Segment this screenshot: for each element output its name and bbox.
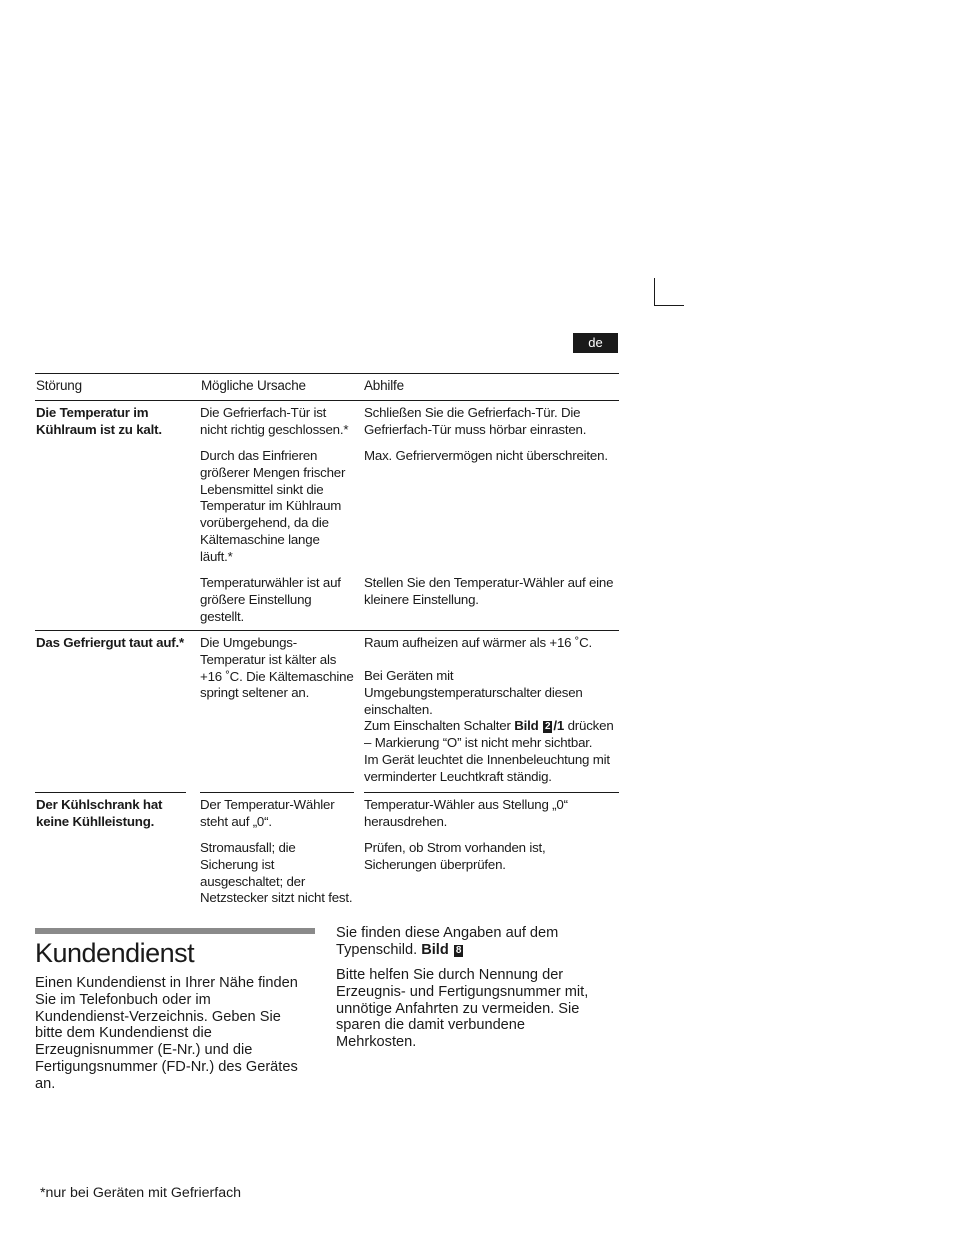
remedy-3-1: Temperatur-Wähler aus Stellung „0“ herausdrehen. [364, 797, 568, 829]
group-1-rule [35, 630, 619, 631]
problem-gefriergut-taut-auf: Das Gefriergut taut auf.* [36, 635, 184, 650]
figure-ref-badge-8: 8 [455, 944, 462, 956]
footnote: *nur bei Geräten mit Gefrierfach [40, 1185, 242, 1201]
remedy-1-1: Schließen Sie die Gefrierfach-Tür. Die Gefrierfach-Tür muss hörbar einrasten. [364, 405, 587, 437]
cause-1-3: Temperaturwähler ist auf größere Einstellung gestellt. [200, 575, 341, 624]
header-rule [35, 400, 619, 401]
cause-2-1: Die Umgebungs- Temperatur ist kälter als +16 ˚C. Die Kältemaschine springt seltener an. [200, 635, 354, 701]
remedy-3-2: Prüfen, ob Strom vorhanden ist, Sicherungen überprüfen. [364, 840, 546, 872]
cause-3-2: Stromausfall; die Sicherung ist ausgeschaltet; der Netzstecker sitzt nicht fest. [200, 840, 353, 906]
header-abhilfe: Abhilfe [364, 378, 404, 393]
kundendienst-left-text: Einen Kundendienst in Ihrer Nähe finden Sie im Telefonbuch oder im Kundendienst-Verzeichnis. Geben Sie bitte dem Kundendienst die Erzeugnisnummer (E-Nr.) und die Fertigungsnummer (FD-Nr.) des Gerätes an. [35, 975, 298, 1092]
header-ursache: Mögliche Ursache [201, 378, 306, 393]
remedy-2-2-ref-word: Bild [514, 718, 539, 734]
remedy-2-2-text-b: drücken – Markierung “O” ist nicht mehr sichtbar. Im Gerät leuchtet die Innenbeleuchtung mit verminderter Leuchtkraft ständig. [364, 718, 614, 784]
remedy-2-2-text-a: Bei Geräten mit Umgebungstemperaturschalter diesen einschalten. Zum Einschalten Schalter [364, 668, 583, 734]
section-title-kundendienst: Kundendienst [35, 938, 195, 968]
remedy-2-2-ref-suffix: /1 [553, 718, 565, 734]
remedy-1-2: Max. Gefriervermögen nicht überschreiten. [364, 448, 608, 463]
language-tag: de [573, 333, 618, 353]
remedy-1-3: Stellen Sie den Temperatur-Wähler auf eine kleinere Einstellung. [364, 575, 614, 607]
cause-1-2: Durch das Einfrieren größerer Mengen frischer Lebensmittel sinkt die Temperatur im Kühlraum vorübergehend, da die Kältemaschine lange läuft.* [200, 448, 346, 564]
kundendienst-right-text-2: Bitte helfen Sie durch Nennung der Erzeugnis- und Fertigungsnummer mit, unnötige Anfahrten zu vermeiden. Sie sparen die damit verbundene Mehrkosten. [336, 967, 589, 1051]
figure-ref-badge: 2 [545, 721, 551, 733]
crop-mark [654, 278, 684, 306]
right-text-1: Sie finden diese Angaben auf dem Typenschild. [336, 925, 559, 958]
group-2-rule-mid [200, 792, 354, 793]
cause-3-1: Der Temperatur-Wähler steht auf „0“. [200, 797, 335, 829]
kundendienst-right-text-1 [336, 925, 626, 959]
group-2-rule-left [35, 792, 186, 793]
section-rule [35, 928, 315, 934]
remedy-2-1: Raum aufheizen auf wärmer als +16 ˚C. [364, 635, 592, 650]
cause-1-1: Die Gefrierfach-Tür ist nicht richtig geschlossen.* [200, 405, 349, 437]
header-stoerung: Störung [36, 378, 82, 393]
right-ref-word: Bild [421, 941, 449, 958]
remedy-2-2 [364, 668, 614, 786]
problem-keine-kuehlleistung: Der Kühlschrank hat keine Kühlleistung. [36, 797, 163, 829]
table-top-rule [35, 373, 619, 374]
problem-kuehlraum-zu-kalt: Die Temperatur im Kühlraum ist zu kalt. [36, 405, 162, 437]
group-2-rule-right [364, 792, 619, 793]
